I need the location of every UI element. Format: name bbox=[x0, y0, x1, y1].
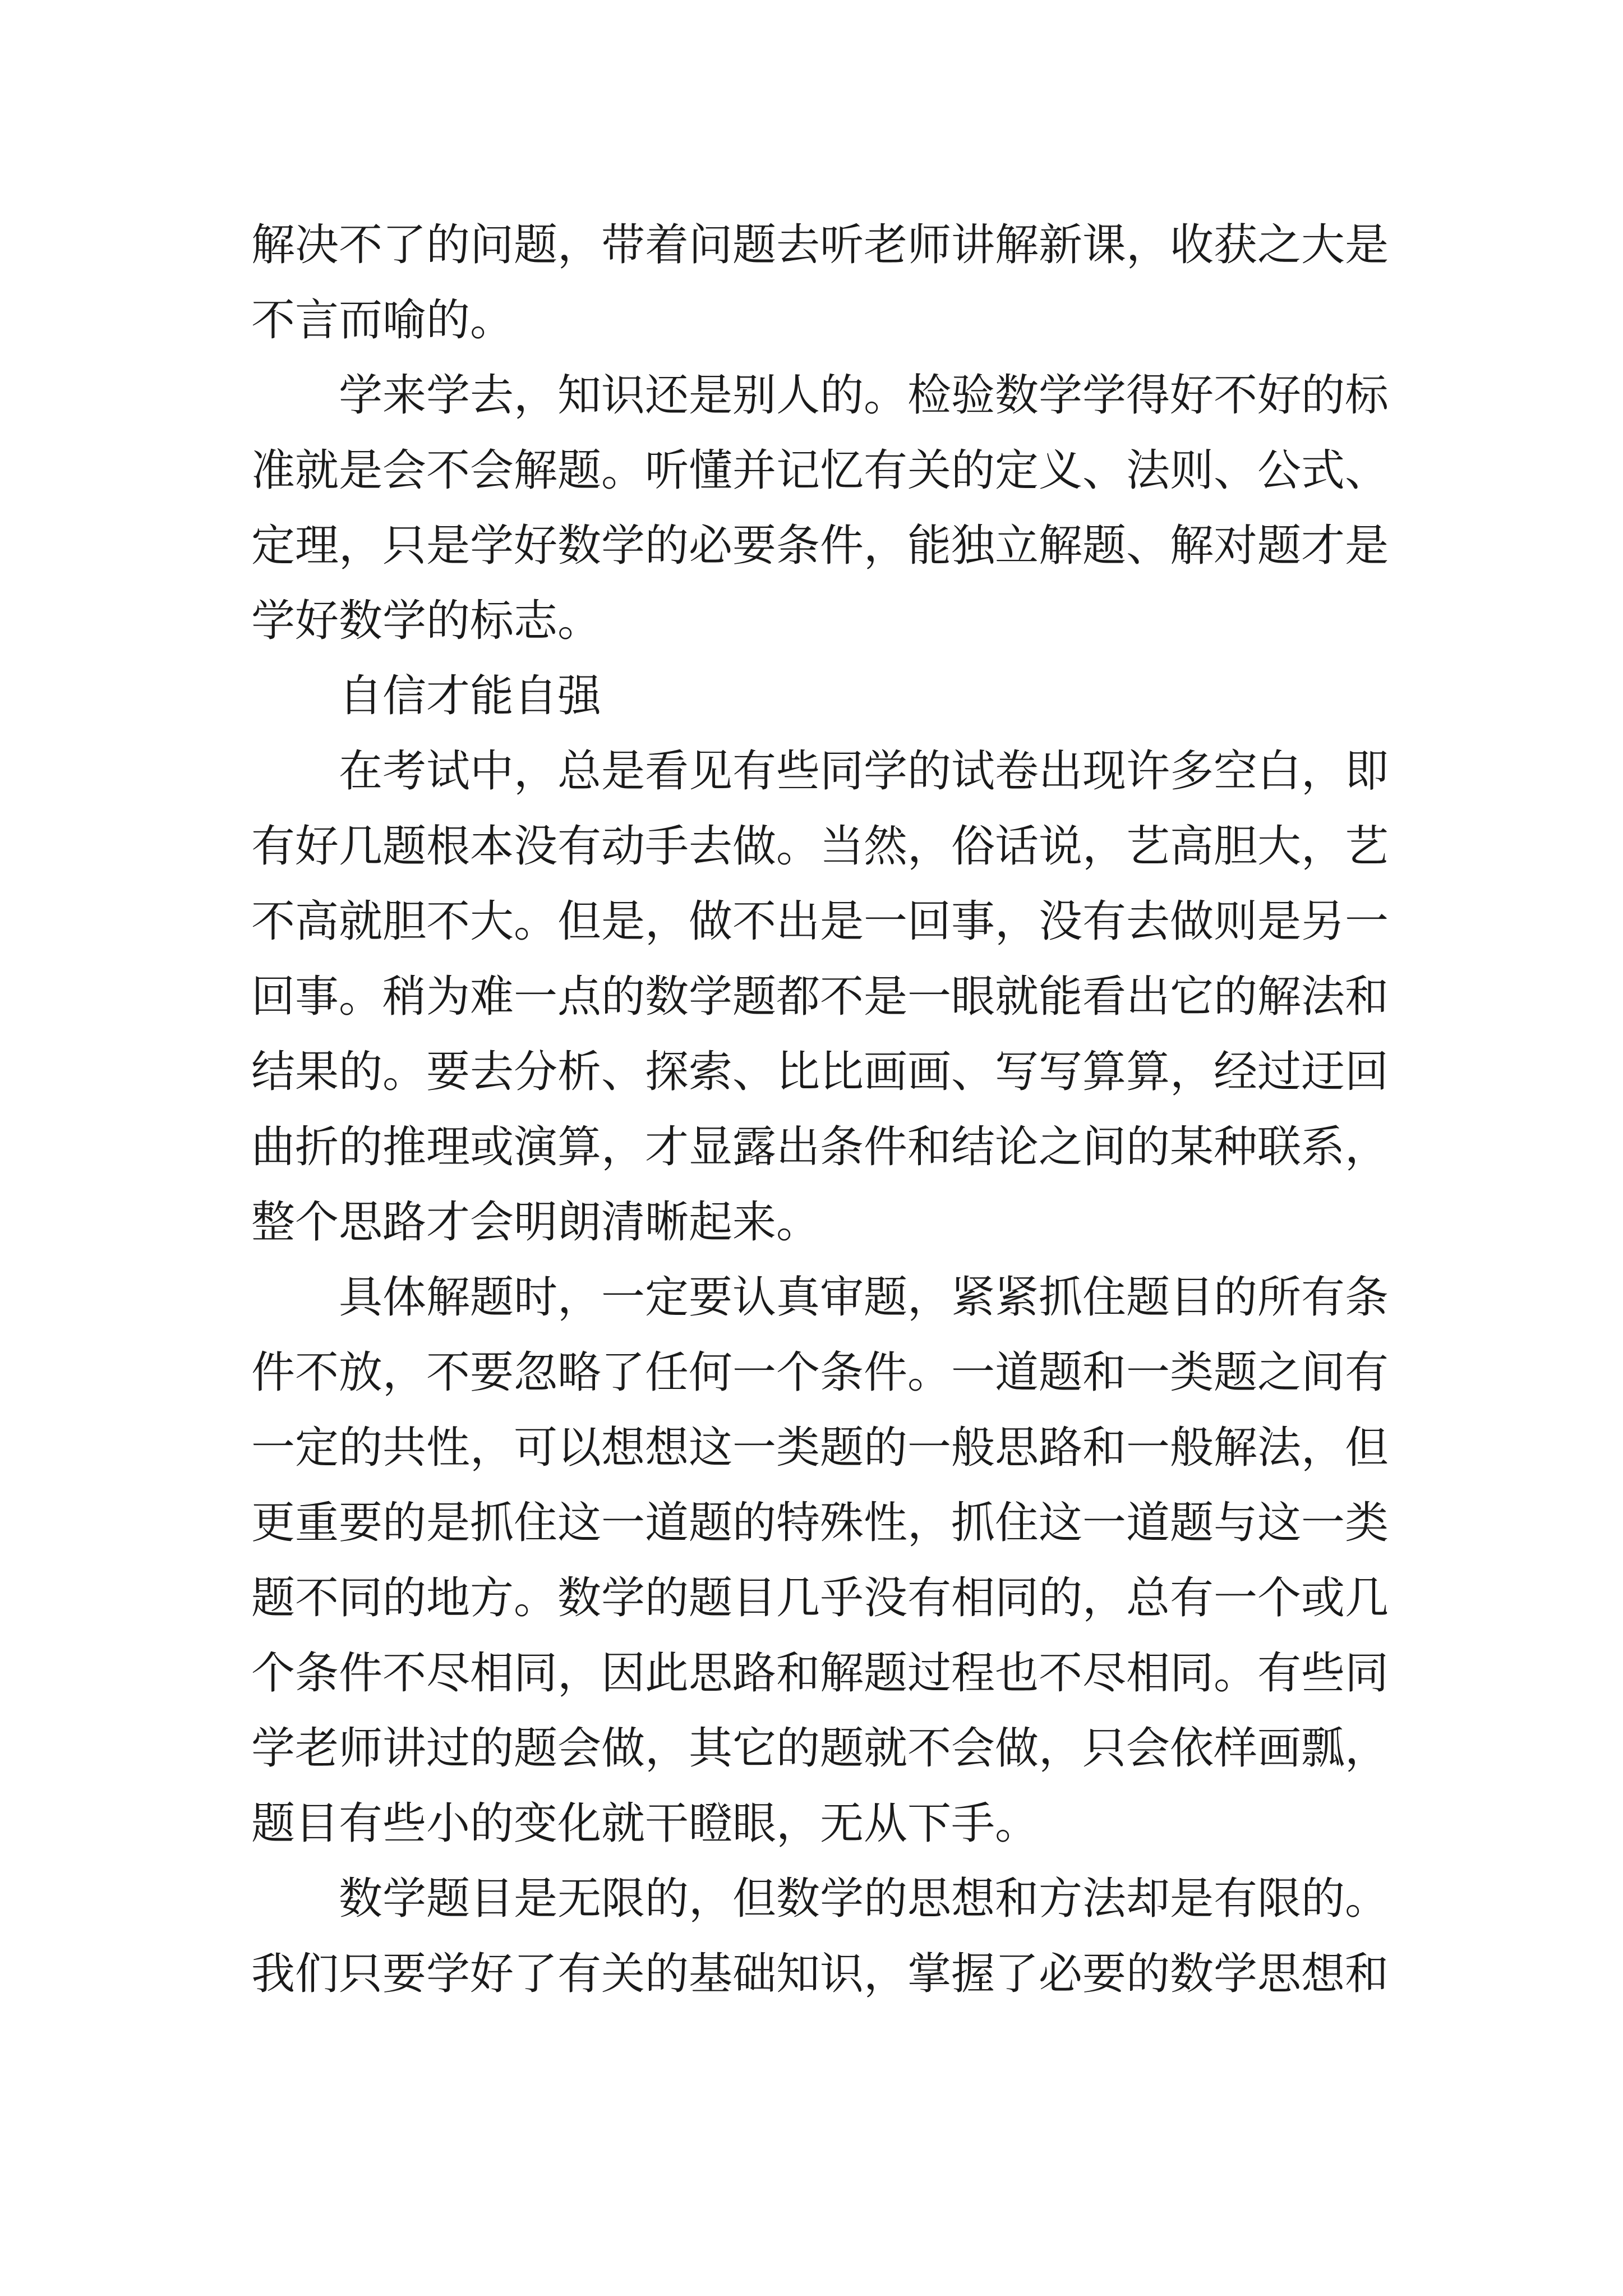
paragraph-first-line: 具体解题时，一定要认真审题，紧紧抓住题目的所有条 bbox=[339, 1272, 1389, 1323]
text-line: 题不同的地方。数学的题目几乎没有相同的，总有一个或几 bbox=[251, 1573, 1389, 1623]
text-line: 个条件不尽相同，因此思路和解题过程也不尽相同。有些同 bbox=[251, 1648, 1389, 1699]
text-line: 整个思路才会明朗清晰起来。 bbox=[251, 1197, 820, 1248]
text-line: 学好数学的标志。 bbox=[251, 596, 602, 646]
text-line: 不言而喻的。 bbox=[251, 295, 514, 346]
text-line: 定理，只是学好数学的必要条件，能独立解题、解对题才是 bbox=[251, 521, 1389, 571]
text-line: 件不放，不要忽略了任何一个条件。一道题和一类题之间有 bbox=[251, 1347, 1389, 1398]
text-line: 不高就胆不大。但是，做不出是一回事，没有去做则是另一 bbox=[251, 896, 1389, 947]
document-body bbox=[251, 208, 1389, 2012]
text-line: 有好几题根本没有动手去做。当然，俗话说，艺高胆大，艺 bbox=[251, 821, 1389, 872]
section-heading: 自信才能自强 bbox=[339, 671, 602, 721]
text-line: 回事。稍为难一点的数学题都不是一眼就能看出它的解法和 bbox=[251, 972, 1389, 1022]
text-line: 更重要的是抓住这一道题的特殊性，抓住这一道题与这一类 bbox=[251, 1498, 1389, 1548]
text-line: 准就是会不会解题。听懂并记忆有关的定义、法则、公式、 bbox=[251, 445, 1389, 496]
text-line: 题目有些小的变化就干瞪眼，无从下手。 bbox=[251, 1798, 1039, 1849]
paragraph-first-line: 在考试中，总是看见有些同学的试卷出现许多空白，即 bbox=[339, 746, 1389, 797]
text-line: 我们只要学好了有关的基础知识，掌握了必要的数学思想和 bbox=[251, 1949, 1389, 1999]
text-line: 曲折的推理或演算，才显露出条件和结论之间的某种联系， bbox=[251, 1122, 1389, 1172]
text-line: 一定的共性，可以想想这一类题的一般思路和一般解法，但 bbox=[251, 1423, 1389, 1473]
text-line: 解决不了的问题，带着问题去听老师讲解新课，收获之大是 bbox=[251, 220, 1389, 270]
text-line: 结果的。要去分析、探索、比比画画、写写算算，经过迂回 bbox=[251, 1047, 1389, 1097]
paragraph-first-line: 学来学去，知识还是别人的。检验数学学得好不好的标 bbox=[339, 370, 1389, 421]
text-line: 学老师讲过的题会做，其它的题就不会做，只会依样画瓢， bbox=[251, 1723, 1389, 1774]
paragraph-first-line: 数学题目是无限的，但数学的思想和方法却是有限的。 bbox=[339, 1874, 1389, 1924]
